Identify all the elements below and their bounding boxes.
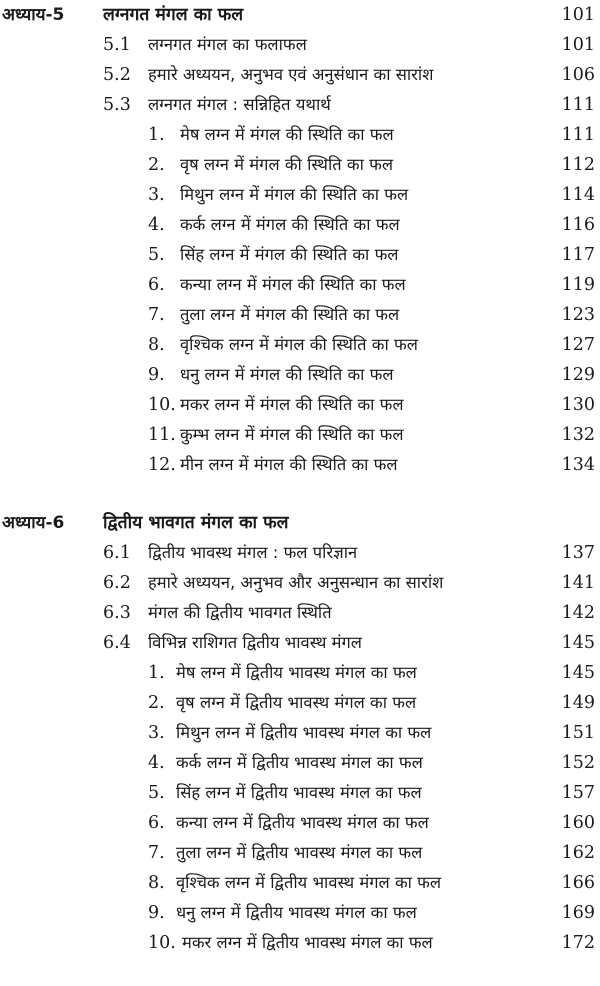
item-number: 7. — [148, 305, 165, 325]
subsection-entry[interactable] — [0, 748, 600, 778]
page-number: 169 — [561, 903, 595, 923]
subsection-entry[interactable] — [0, 688, 600, 718]
item-number: 1. — [148, 663, 165, 683]
item-title: सिंह लग्न में मंगल की स्थिति का फल — [180, 245, 399, 264]
item-title: धनु लग्न में द्वितीय भावस्थ मंगल का फल — [176, 903, 417, 922]
subsection-entry[interactable] — [0, 390, 600, 420]
item-title: मिथुन लग्न में मंगल की स्थिति का फल — [180, 185, 409, 204]
item-number: 6. — [148, 813, 165, 833]
item-title: मेष लग्न में मंगल की स्थिति का फल — [180, 125, 394, 144]
item-title: कन्या लग्न में मंगल की स्थिति का फल — [180, 275, 406, 294]
page-number: 172 — [561, 933, 595, 953]
subsection-entry[interactable] — [0, 300, 600, 330]
page-number: 123 — [561, 305, 595, 325]
section-title: हमारे अध्ययन, अनुभव एवं अनुसंधान का सारांश — [148, 65, 434, 84]
chapter-label: अध्याय-6 — [2, 513, 65, 533]
page-number: 134 — [561, 455, 595, 475]
item-title: वृश्चिक लग्न में मंगल की स्थिति का फल — [180, 335, 418, 354]
item-title: कन्या लग्न में द्वितीय भावस्थ मंगल का फल — [176, 813, 429, 832]
subsection-entry[interactable] — [0, 898, 600, 928]
section-number: 6.3 — [103, 603, 131, 623]
item-title: मीन लग्न में मंगल की स्थिति का फल — [180, 455, 398, 474]
page-number: 106 — [561, 65, 595, 85]
item-title: तुला लग्न में द्वितीय भावस्थ मंगल का फल — [176, 843, 423, 862]
subsection-entry[interactable] — [0, 360, 600, 390]
item-number: 10. — [148, 395, 176, 415]
item-number: 4. — [148, 215, 165, 235]
item-number: 1. — [148, 125, 165, 145]
subsection-entry[interactable] — [0, 210, 600, 240]
page-number: 111 — [561, 95, 595, 115]
item-title: कर्क लग्न में द्वितीय भावस्थ मंगल का फल — [176, 753, 423, 772]
subsection-entry[interactable] — [0, 868, 600, 898]
section-entry[interactable] — [0, 30, 600, 60]
item-number: 3. — [148, 185, 165, 205]
page-number: 101 — [561, 35, 595, 55]
chapter-heading[interactable] — [0, 0, 600, 30]
section-number: 5.2 — [103, 65, 131, 85]
item-number: 3. — [148, 723, 165, 743]
subsection-entry[interactable] — [0, 718, 600, 748]
page-number: 111 — [561, 125, 595, 145]
item-title: वृष लग्न में द्वितीय भावस्थ मंगल का फल — [176, 693, 417, 712]
chapter-heading[interactable] — [0, 508, 600, 538]
page-number: 145 — [561, 663, 595, 683]
page-number: 137 — [561, 543, 595, 563]
page-number: 116 — [561, 215, 595, 235]
subsection-entry[interactable] — [0, 120, 600, 150]
item-number: 10. — [148, 933, 176, 953]
subsection-entry[interactable] — [0, 928, 600, 958]
page-number: 101 — [561, 5, 595, 25]
item-number: 2. — [148, 693, 165, 713]
section-title: लग्नगत मंगल : सन्निहित यथार्थ — [148, 95, 331, 114]
section-title: द्वितीय भावस्थ मंगल : फल परिज्ञान — [148, 543, 358, 562]
item-number: 9. — [148, 365, 165, 385]
item-number: 7. — [148, 843, 165, 863]
item-title: कर्क लग्न में मंगल की स्थिति का फल — [180, 215, 400, 234]
section-entry[interactable] — [0, 90, 600, 120]
subsection-entry[interactable] — [0, 240, 600, 270]
section-number: 6.2 — [103, 573, 131, 593]
item-number: 12. — [148, 455, 176, 475]
page-number: 160 — [561, 813, 595, 833]
section-number: 6.4 — [103, 633, 131, 653]
item-title: मेष लग्न में द्वितीय भावस्थ मंगल का फल — [176, 663, 417, 682]
page-number: 152 — [561, 753, 595, 773]
subsection-entry[interactable] — [0, 420, 600, 450]
item-number: 9. — [148, 903, 165, 923]
section-title: विभिन्न राशिगत द्वितीय भावस्थ मंगल — [148, 633, 362, 652]
item-number: 2. — [148, 155, 165, 175]
section-number: 5.3 — [103, 95, 131, 115]
page-number: 130 — [561, 395, 595, 415]
item-title: सिंह लग्न में द्वितीय भावस्थ मंगल का फल — [176, 783, 422, 802]
chapter-title: लग्नगत मंगल का फल — [103, 5, 244, 25]
subsection-entry[interactable] — [0, 150, 600, 180]
section-entry[interactable] — [0, 628, 600, 658]
page-number: 117 — [561, 245, 595, 265]
section-title: लग्नगत मंगल का फलाफल — [148, 35, 307, 54]
subsection-entry[interactable] — [0, 180, 600, 210]
item-number: 4. — [148, 753, 165, 773]
item-title: वृश्चिक लग्न में द्वितीय भावस्थ मंगल का फल — [176, 873, 442, 892]
item-number: 5. — [148, 245, 165, 265]
section-entry[interactable] — [0, 598, 600, 628]
page-number: 157 — [561, 783, 595, 803]
page-number: 151 — [561, 723, 595, 743]
item-number: 8. — [148, 335, 165, 355]
page-number: 114 — [561, 185, 595, 205]
page-number: 166 — [561, 873, 595, 893]
section-entry[interactable] — [0, 568, 600, 598]
item-number: 5. — [148, 783, 165, 803]
item-title: वृष लग्न में मंगल की स्थिति का फल — [180, 155, 394, 174]
section-title: हमारे अध्ययन, अनुभव और अनुसन्धान का सारांश — [148, 573, 444, 592]
page-number: 162 — [561, 843, 595, 863]
page-number: 112 — [561, 155, 595, 175]
section-entry[interactable] — [0, 538, 600, 568]
item-title: तुला लग्न में मंगल की स्थिति का फल — [180, 305, 400, 324]
item-number: 8. — [148, 873, 165, 893]
item-number: 6. — [148, 275, 165, 295]
section-entry[interactable] — [0, 60, 600, 90]
page-number: 127 — [561, 335, 595, 355]
subsection-entry[interactable] — [0, 658, 600, 688]
section-number: 6.1 — [103, 543, 131, 563]
section-number: 5.1 — [103, 35, 131, 55]
page-number: 145 — [561, 633, 595, 653]
section-title: मंगल की द्वितीय भावगत स्थिति — [148, 603, 332, 622]
page-number: 119 — [561, 275, 595, 295]
item-title: मकर लग्न में मंगल की स्थिति का फल — [180, 395, 404, 414]
chapter-title: द्वितीय भावगत मंगल का फल — [103, 513, 289, 533]
subsection-entry[interactable] — [0, 838, 600, 868]
item-title: मिथुन लग्न में द्वितीय भावस्थ मंगल का फल — [176, 723, 432, 742]
page-number: 149 — [561, 693, 595, 713]
subsection-entry[interactable] — [0, 808, 600, 838]
chapter-label: अध्याय-5 — [2, 5, 65, 25]
page-number: 129 — [561, 365, 595, 385]
page-number: 141 — [561, 573, 595, 593]
item-title: कुम्भ लग्न में मंगल की स्थिति का फल — [180, 425, 404, 444]
subsection-entry[interactable] — [0, 270, 600, 300]
item-number: 11. — [148, 425, 176, 445]
subsection-entry[interactable] — [0, 330, 600, 360]
page-number: 142 — [561, 603, 595, 623]
subsection-entry[interactable] — [0, 450, 600, 480]
subsection-entry[interactable] — [0, 778, 600, 808]
item-title: मकर लग्न में द्वितीय भावस्थ मंगल का फल — [182, 933, 433, 952]
page-number: 132 — [561, 425, 595, 445]
item-title: धनु लग्न में मंगल की स्थिति का फल — [180, 365, 394, 384]
